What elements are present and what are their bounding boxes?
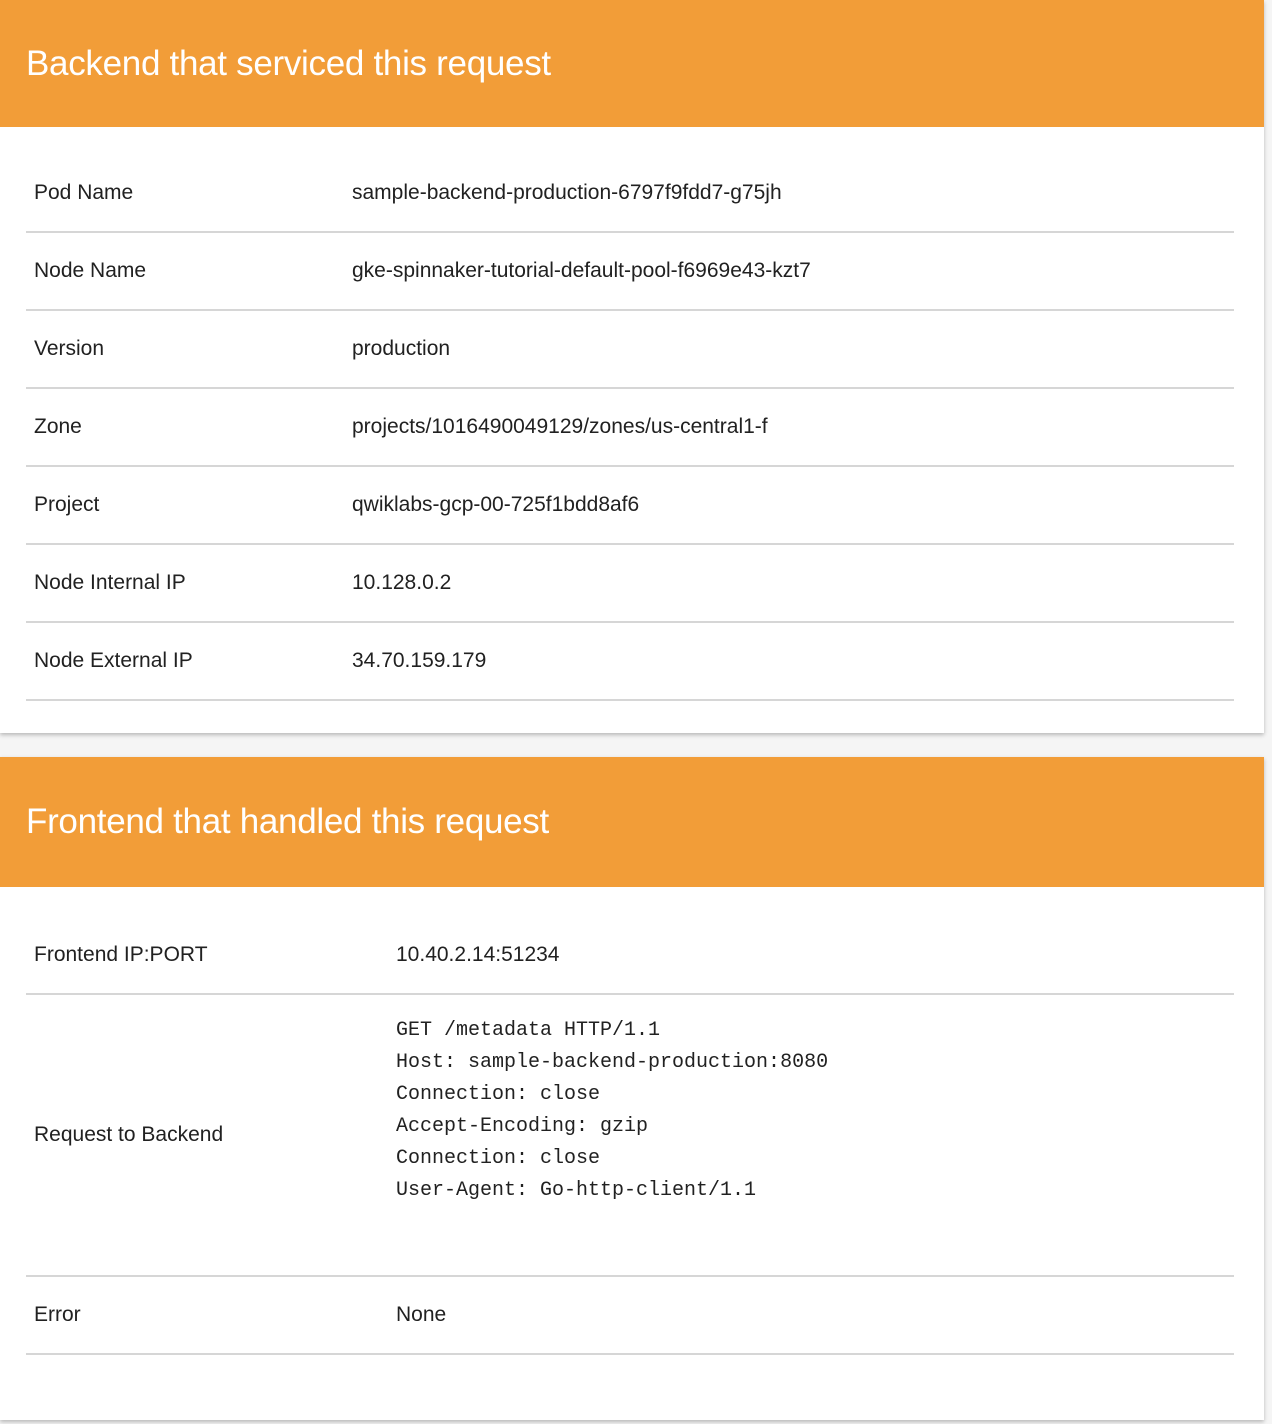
backend-card-title: Backend that serviced this request (26, 43, 551, 83)
table-row (26, 544, 1234, 622)
frontend-card-header (0, 757, 1264, 887)
row-label: Request to Backend (26, 994, 388, 1276)
request-to-backend-text: GET /metadata HTTP/1.1 Host: sample-backend-production:8080 Connection: close Accept-Encoding: gzip Connection: close User-Agent: Go-http-client/1.1 (396, 1019, 829, 1202)
row-value: 34.70.159.179 (344, 622, 1234, 700)
row-value: qwiklabs-gcp-00-725f1bdd8af6 (344, 466, 1234, 544)
row-label: Node Name (26, 232, 344, 310)
frontend-card (0, 757, 1264, 1420)
row-label: Version (26, 310, 344, 388)
row-label: Node Internal IP (26, 544, 344, 622)
row-value: projects/1016490049129/zones/us-central1-f (344, 388, 1234, 466)
table-row (26, 1276, 1234, 1354)
table-row (26, 917, 1234, 994)
table-row (26, 994, 1234, 1276)
row-value: sample-backend-production-6797f9fdd7-g75jh (344, 155, 1234, 232)
backend-info-table (26, 155, 1234, 701)
table-row (26, 466, 1234, 544)
row-value: production (344, 310, 1234, 388)
backend-card-header (0, 0, 1264, 127)
request-to-backend-cell (388, 994, 1234, 1276)
row-label: Project (26, 466, 344, 544)
row-label: Error (26, 1276, 388, 1354)
table-row (26, 155, 1234, 232)
table-row (26, 622, 1234, 700)
row-label: Frontend IP:PORT (26, 917, 388, 994)
table-row (26, 232, 1234, 310)
row-value: 10.40.2.14:51234 (388, 917, 1234, 994)
table-row (26, 388, 1234, 466)
row-label: Pod Name (26, 155, 344, 232)
frontend-info-table (26, 917, 1234, 1355)
row-value: None (388, 1276, 1234, 1354)
frontend-card-title: Frontend that handled this request (26, 802, 549, 841)
row-label: Zone (26, 388, 344, 466)
row-value: gke-spinnaker-tutorial-default-pool-f6969e43-kzt7 (344, 232, 1234, 310)
row-value: 10.128.0.2 (344, 544, 1234, 622)
table-row (26, 310, 1234, 388)
row-label: Node External IP (26, 622, 344, 700)
